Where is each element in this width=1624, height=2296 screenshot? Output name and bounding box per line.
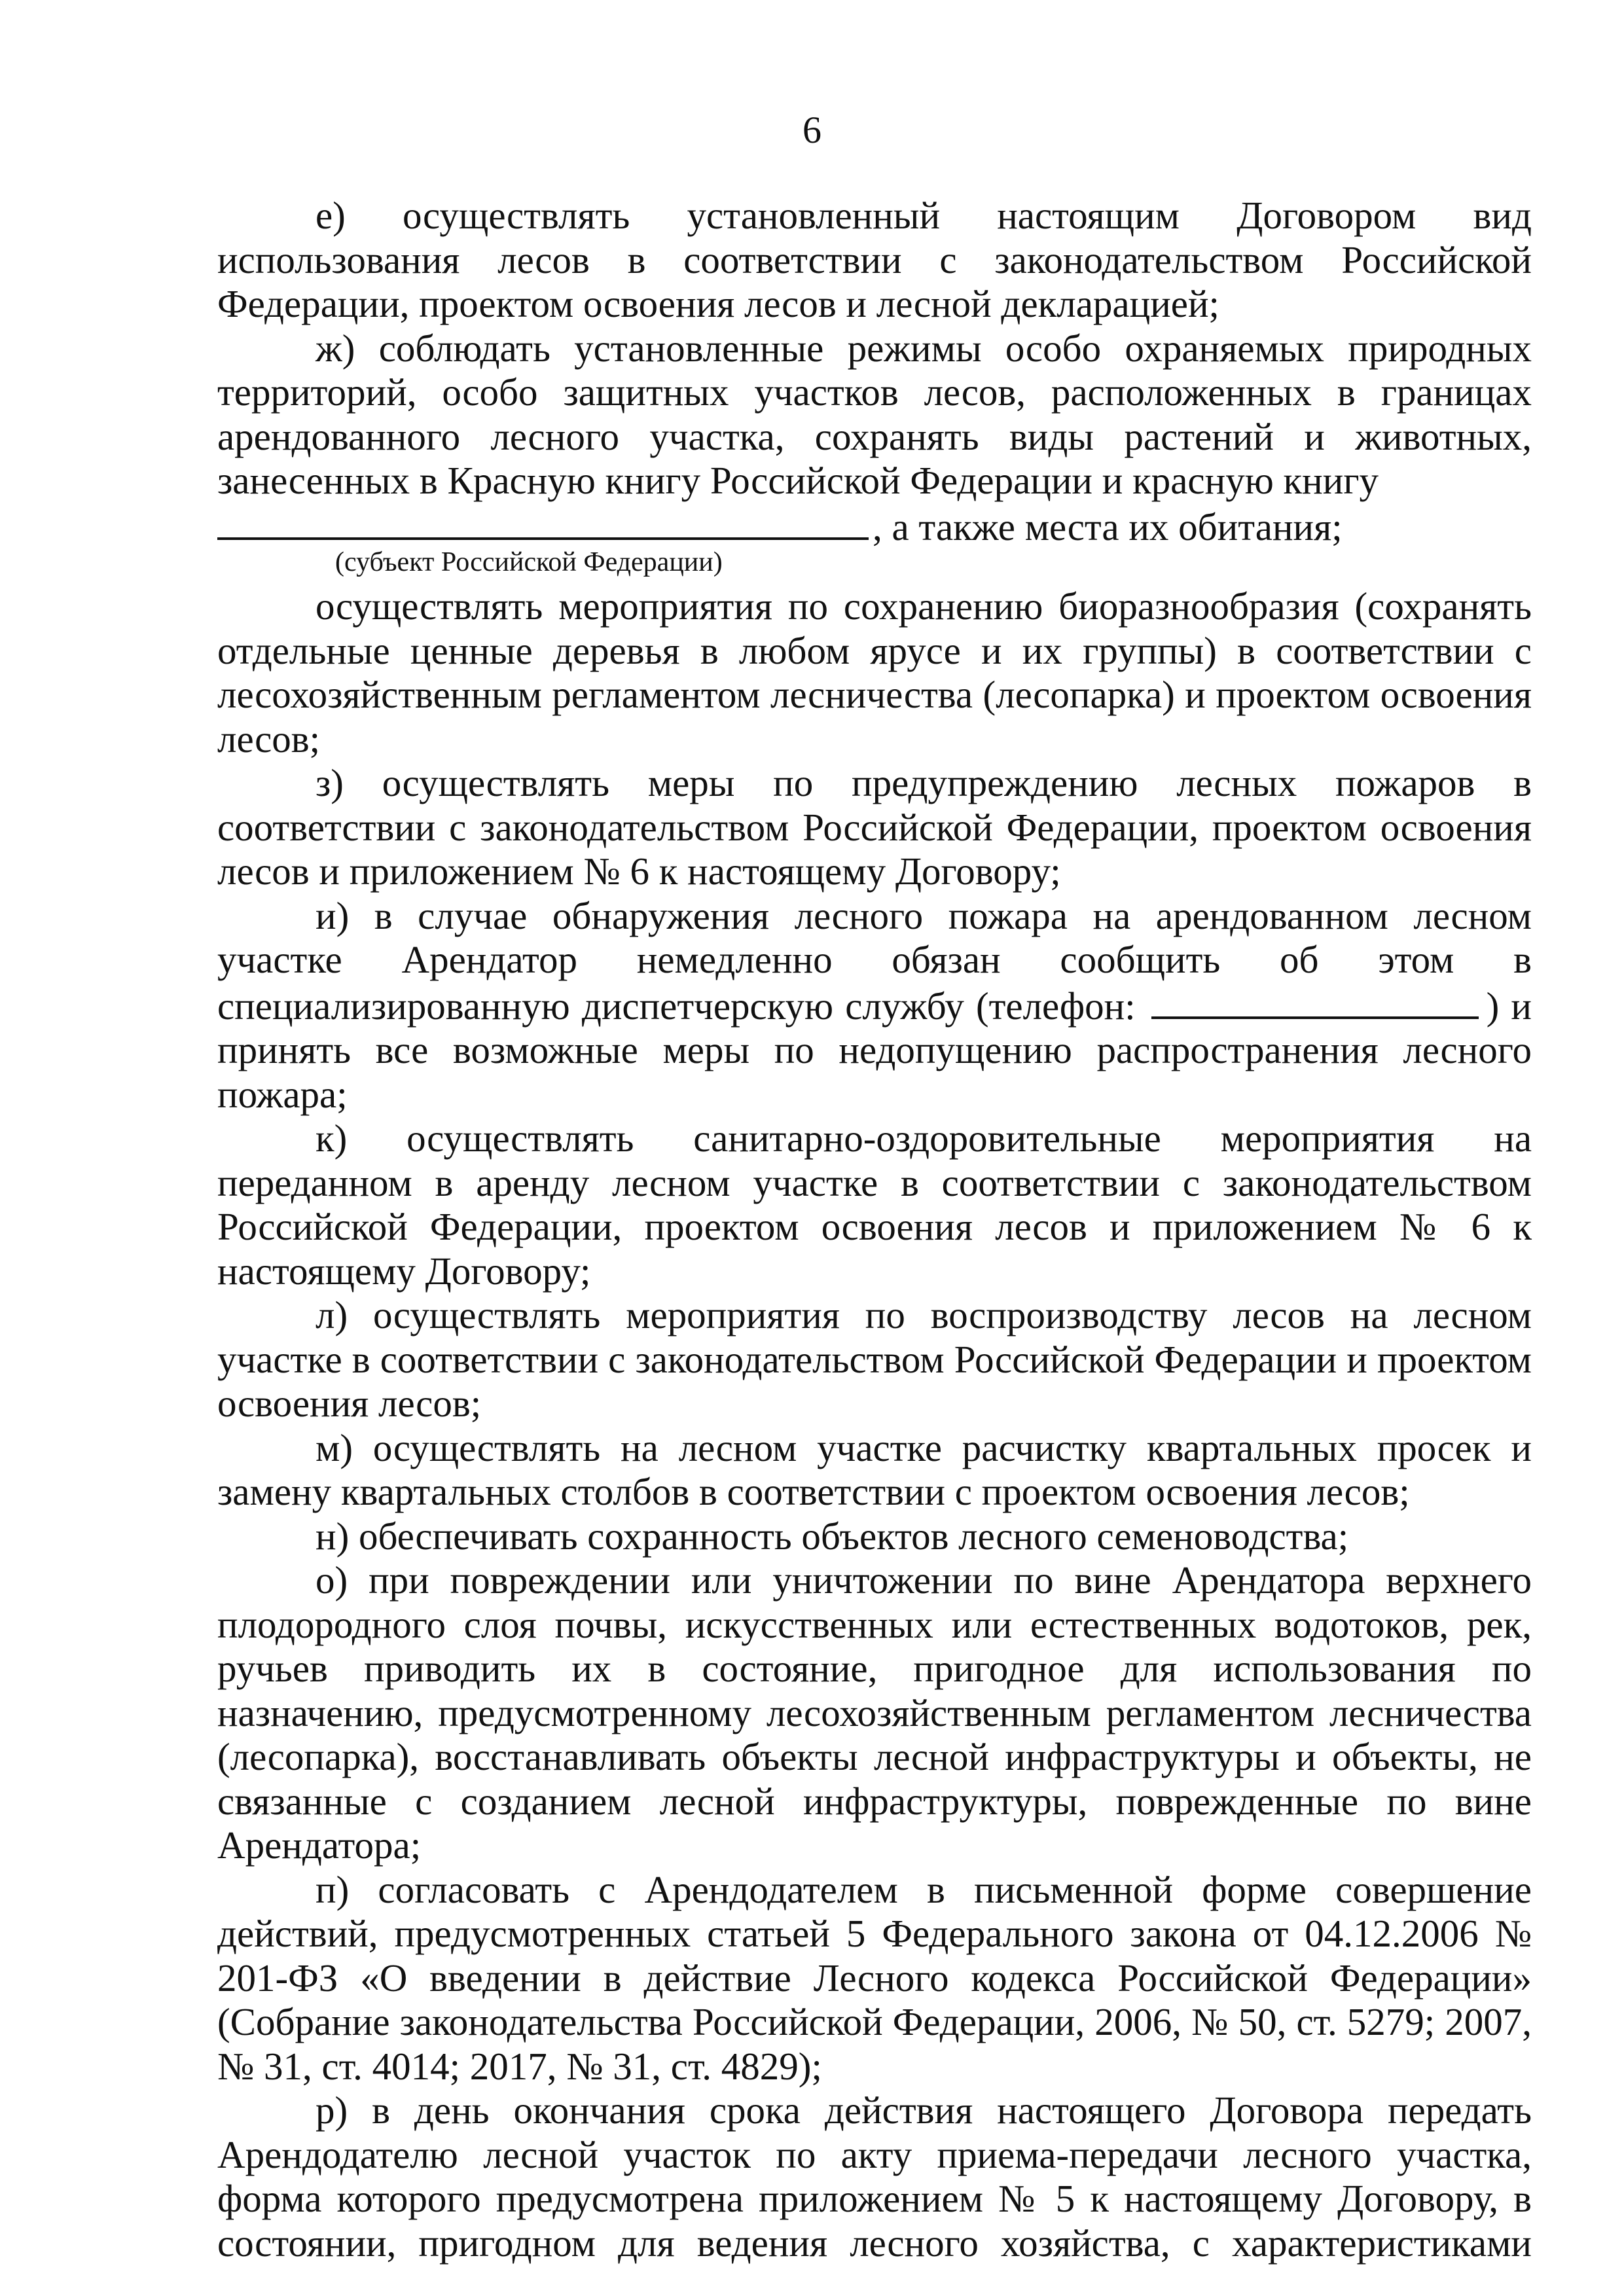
subject-line [217, 503, 1532, 550]
paragraph-o: о) при повреждении или уничтожении по вине Арендатора верхнего плодородного слоя почвы, искусственных или естественных водотоков, рек, ручьев приводить их в состояние, пригодное для использования по назначению, предусмотренному лесохозяйственным регламентом лесничества (лесопарка), восстанавливать объекты лесной инфраструктуры и объекты, не связанные с созданием лесной инфраструктуры, поврежденные по вине Арендатора; [217, 1558, 1532, 1867]
paragraph-r: р) в день окончания срока действия настоящего Договора передать Арендодателю лесной участок по акту приема-передачи лесного участка, форма которого предусмотрена приложением № 5 к настоящему Договору, в состоянии, пригодном для ведения лесного хозяйства, с характеристиками [217, 2089, 1532, 2265]
paragraph-biodiversity: осуществлять мероприятия по сохранению биоразнообразия (сохранять отдельные ценные деревья в любом ярусе и их группы) в соответствии с лесохозяйственным регламентом лесничества (лесопарка) и проектом освоения лесов; [217, 584, 1532, 761]
paragraph-k: к) осуществлять санитарно-оздоровительные мероприятия на переданном в аренду лесном участке в соответствии с законодательством Российской Федерации, проектом освоения лесов и приложением № 6 к настоящему Договору; [217, 1117, 1532, 1293]
subject-line-end: , а также места их обитания; [873, 505, 1343, 548]
paragraph-m: м) осуществлять на лесном участке расчистку квартальных просек и замену квартальных столбов в соответствии с проектом освоения лесов; [217, 1426, 1532, 1513]
page-number: 6 [803, 109, 821, 151]
paragraph-zh: ж) соблюдать установленные режимы особо охраняемых природных территорий, особо защитных участков лесов, расположенных в границах арендованного лесного участка, сохранять виды растений и животных, занесенных в Красную книгу Российской Федерации и красную книгу [217, 326, 1532, 502]
subject-blank-field [217, 503, 869, 540]
paragraph-z: з) осуществлять меры по предупреждению лесных пожаров в соответствии с законодательством Российской Федерации, проектом освоения лесов и приложением № 6 к настоящему Договору; [217, 761, 1532, 893]
paragraph-i-start: и) в случае обнаружения лесного пожара на арендованном лесном участке Арендатор немедленно обязан сообщить об этом в специализированную диспетчерскую службу (телефон: [217, 893, 1532, 1028]
paragraph-l: л) осуществлять мероприятия по воспроизводству лесов на лесном участке в соответствии с законодательством Российской Федерации и проектом освоения лесов; [217, 1293, 1532, 1425]
paragraph-i [217, 894, 1532, 1117]
paragraph-e: е) осуществлять установленный настоящим Договором вид использования лесов в соответствии с законодательством Российской Федерации, проектом освоения лесов и лесной декларацией; [217, 194, 1532, 325]
phone-blank-field [1151, 982, 1479, 1019]
paragraph-i-end: ) и принять все возможные меры по недопущению распространения лесного пожара; [217, 984, 1532, 1116]
paragraph-n: н) обеспечивать сохранность объектов лесного семеноводства; [316, 1514, 1349, 1558]
paragraph-p: п) согласовать с Арендодателем в письменной форме совершение действий, предусмотренных статьей 5 Федерального закона от 04.12.2006 № 201-ФЗ «О введении в действие Лесного кодекса Российской Федерации» (Собрание законодательства Российской Федерации, 2006, № 50, ст. 5279; 2007, № 31, ст. 4014; 2017, № 31, ст. 4829); [217, 1867, 1532, 2088]
subject-caption: (субъект Российской Федерации) [335, 547, 723, 577]
document-body [217, 194, 1532, 2265]
